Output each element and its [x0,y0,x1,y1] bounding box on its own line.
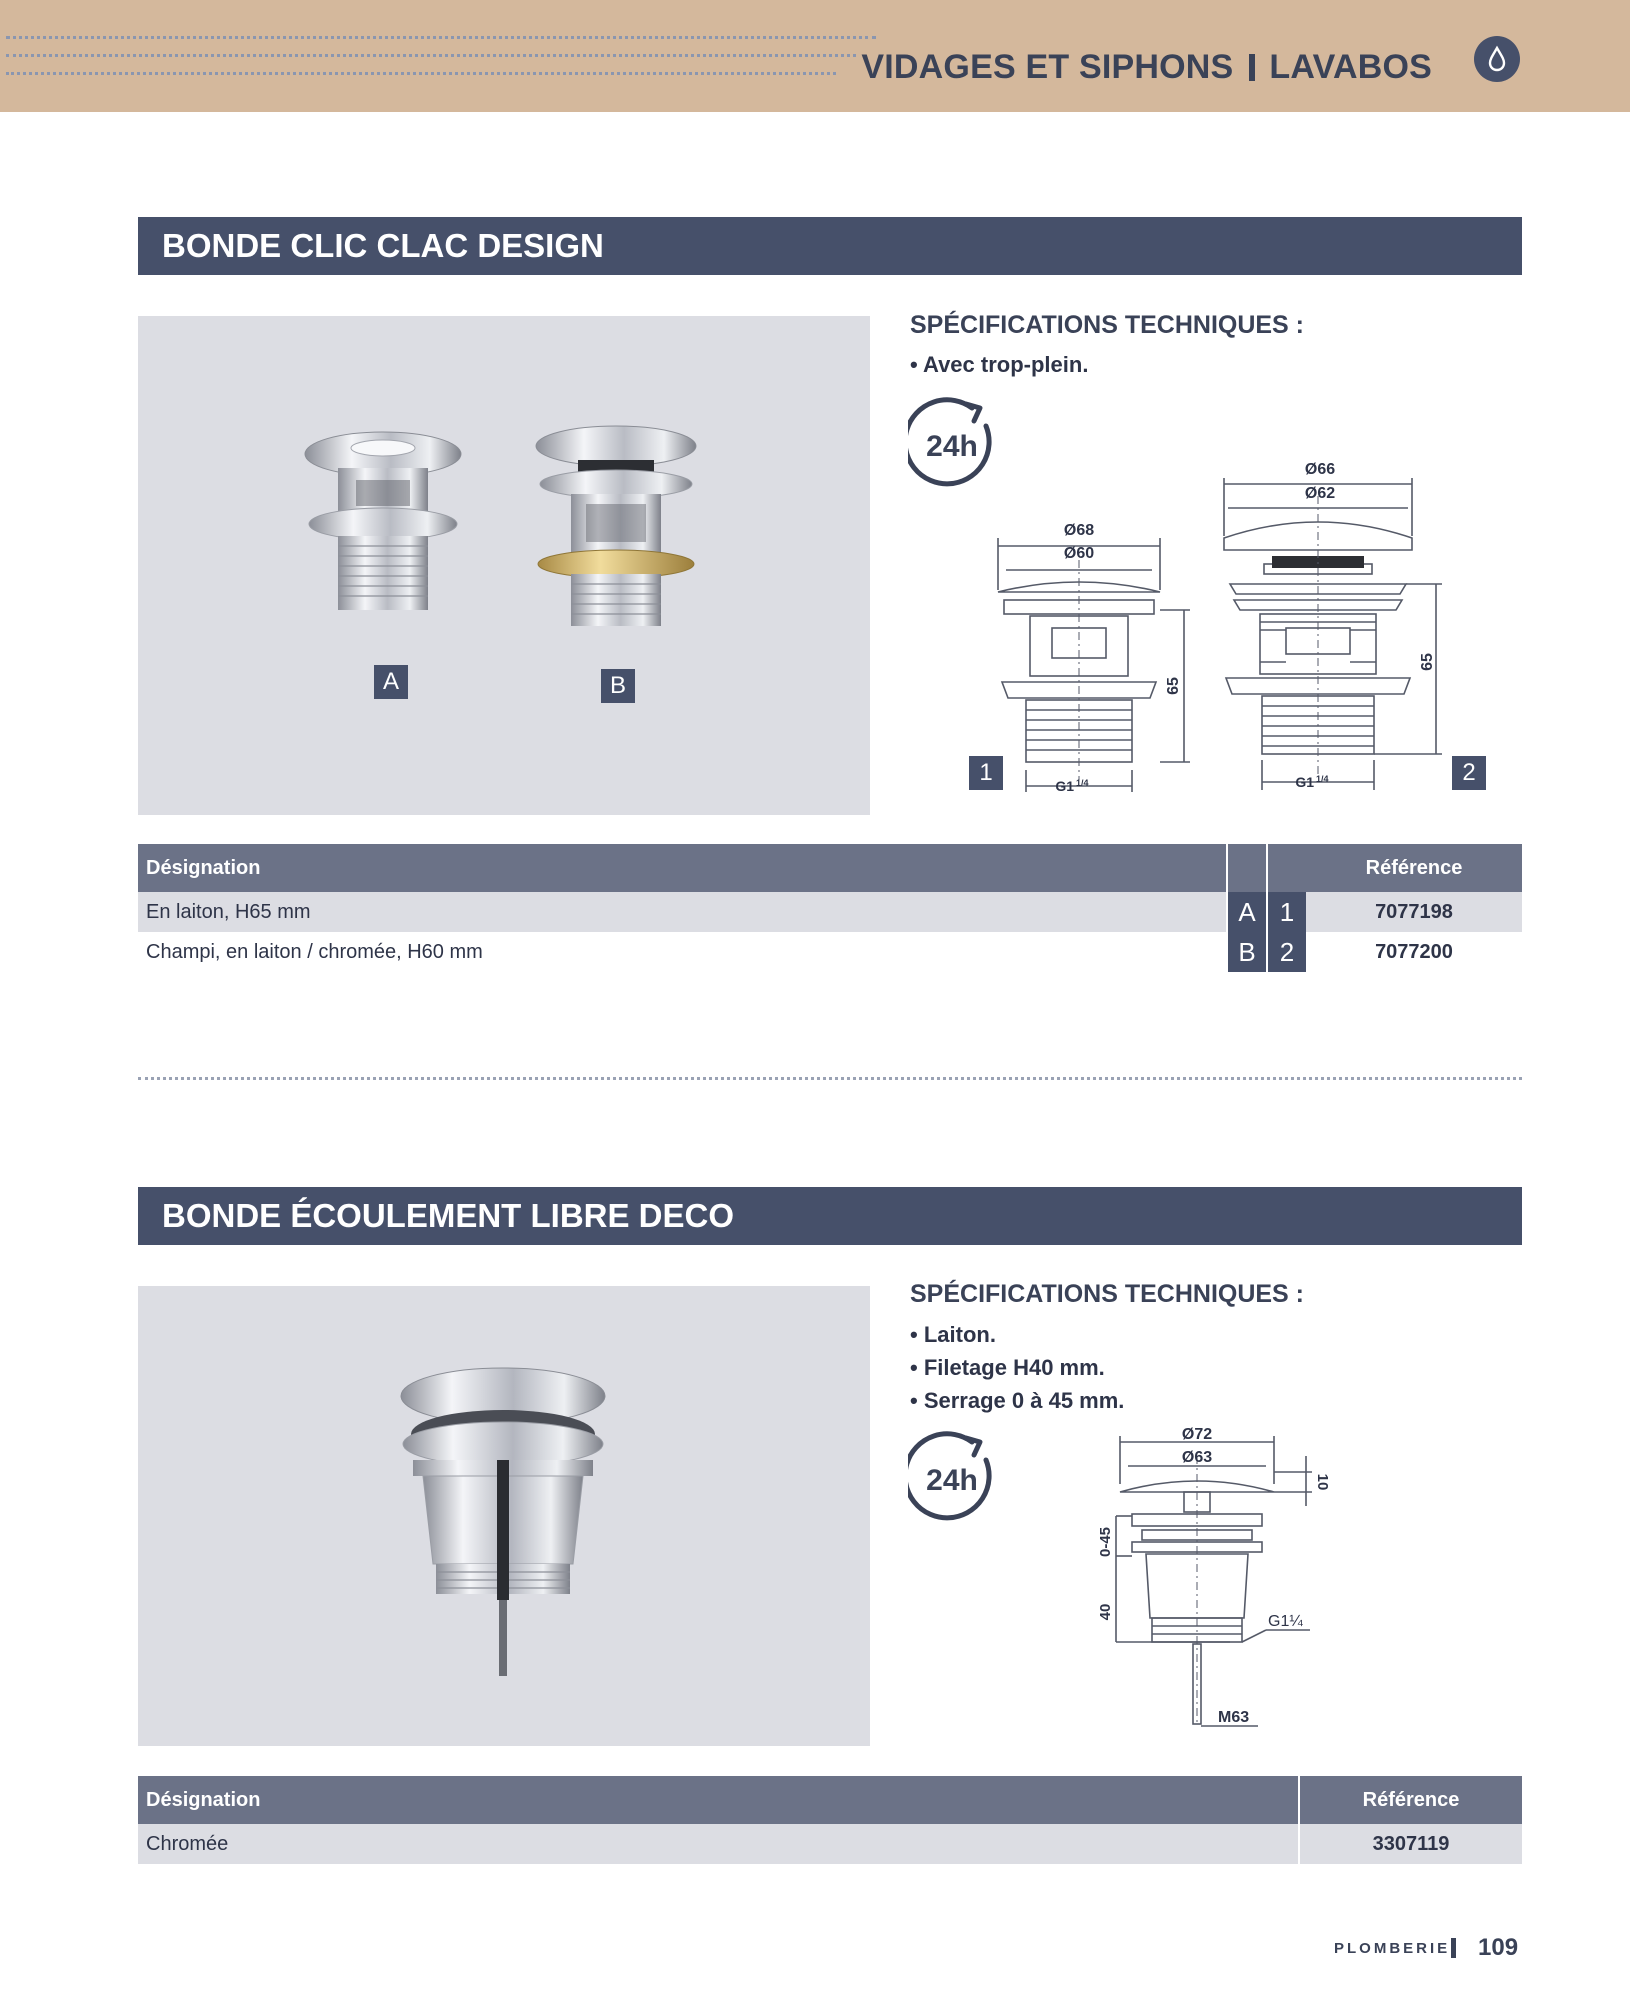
spec-item: • Avec trop-plein. [910,348,1088,381]
product-table [138,1776,1522,1864]
column-header-drawing [1267,844,1306,892]
dim-outer: Ø72 [1181,1426,1213,1443]
photo-label-b: B [601,669,635,703]
dim-height: 65 [1419,653,1436,671]
cell-reference: 7077200 [1375,940,1453,963]
technical-drawing-2 [1220,456,1450,792]
page-number: 109 [1478,1934,1519,1961]
cell-photo-code: B [1227,932,1267,972]
column-header-designation: Désignation [138,1776,1299,1824]
page-category [861,48,1432,87]
drawing-label-1: 1 [969,756,1003,790]
table-row [138,1824,1522,1864]
specs-title: SPÉCIFICATIONS TECHNIQUES : [910,1280,1305,1308]
dim-thread-fraction: 1/4 [1316,774,1329,784]
cell-designation: En laiton, H65 mm [138,892,1227,932]
table-row [138,932,1522,972]
table-header-row [138,844,1522,892]
cell-designation: Chromée [138,1824,1299,1864]
technical-drawing-1 [990,520,1210,800]
free-flow-drain-image [378,1364,628,1684]
spec-item: • Laiton. [910,1318,1124,1351]
delivery-24h-badge [908,1430,1004,1526]
water-drop-icon [1474,36,1520,82]
cell-photo-code: A [1227,892,1267,932]
dim-cap: 10 [1314,1473,1331,1491]
table-row [138,892,1522,932]
dim-height: 65 [1165,677,1182,695]
photo-label-a: A [374,665,408,699]
decorative-dots [6,36,876,39]
section-divider [138,1077,1522,1080]
title-separator [1249,54,1255,81]
specs-list [910,1318,1124,1417]
drawing-label-2: 2 [1452,756,1486,790]
column-header-designation: Désignation [138,844,1227,892]
cell-reference: 7077198 [1306,892,1522,932]
dim-outer: Ø68 [1063,522,1095,539]
product-table [138,844,1522,972]
technical-drawing-3 [1080,1426,1340,1746]
drain-a-image [298,428,468,628]
dim-clamp: 0-45 [1097,1526,1114,1558]
badge-text: 24h [926,430,978,463]
dim-thread-fraction: 1/4 [1076,778,1089,788]
column-header-reference: Référence [1306,844,1522,892]
category-subsection: LAVABOS [1269,48,1432,86]
dim-inner: Ø62 [1304,485,1336,502]
category-section: VIDAGES ET SIPHONS [861,48,1234,86]
cell-designation: Champi, en laiton / chromée, H60 mm [146,940,483,963]
product-photo [138,316,870,815]
product-title: BONDE CLIC CLAC DESIGN [138,217,1522,275]
spec-item: • Serrage 0 à 45 mm. [910,1384,1124,1417]
cell-drawing-code: 1 [1267,892,1306,932]
dim-rod: M63 [1218,1709,1250,1726]
header-band [0,0,1630,112]
cell-drawing-code: 2 [1267,932,1306,972]
decorative-dots [6,72,836,75]
table-header-row [138,1776,1522,1824]
dim-inner: Ø63 [1181,1449,1213,1466]
badge-text: 24h [926,1464,978,1497]
cell-reference: 3307119 [1299,1824,1522,1864]
dim-thread: G1 [1295,774,1314,790]
footer-separator [1451,1938,1456,1958]
dim-thread: G1¼ [1268,1613,1303,1630]
specs-title: SPÉCIFICATIONS TECHNIQUES : [910,311,1305,339]
drain-b-image [526,424,706,634]
specs-list [910,348,1088,381]
dim-thread: G1 [1055,778,1074,794]
column-header-reference: Référence [1299,1776,1522,1824]
dim-outer: Ø66 [1304,461,1336,478]
product-title: BONDE ÉCOULEMENT LIBRE DECO [138,1187,1522,1245]
product-photo [138,1286,870,1746]
footer-category: PLOMBERIE [1334,1940,1451,1957]
spec-item: • Filetage H40 mm. [910,1351,1124,1384]
decorative-dots [6,54,856,57]
dim-inner: Ø60 [1063,545,1095,562]
column-header-photo [1227,844,1267,892]
dim-thread-height: 40 [1097,1603,1114,1621]
delivery-24h-badge [908,396,1004,492]
